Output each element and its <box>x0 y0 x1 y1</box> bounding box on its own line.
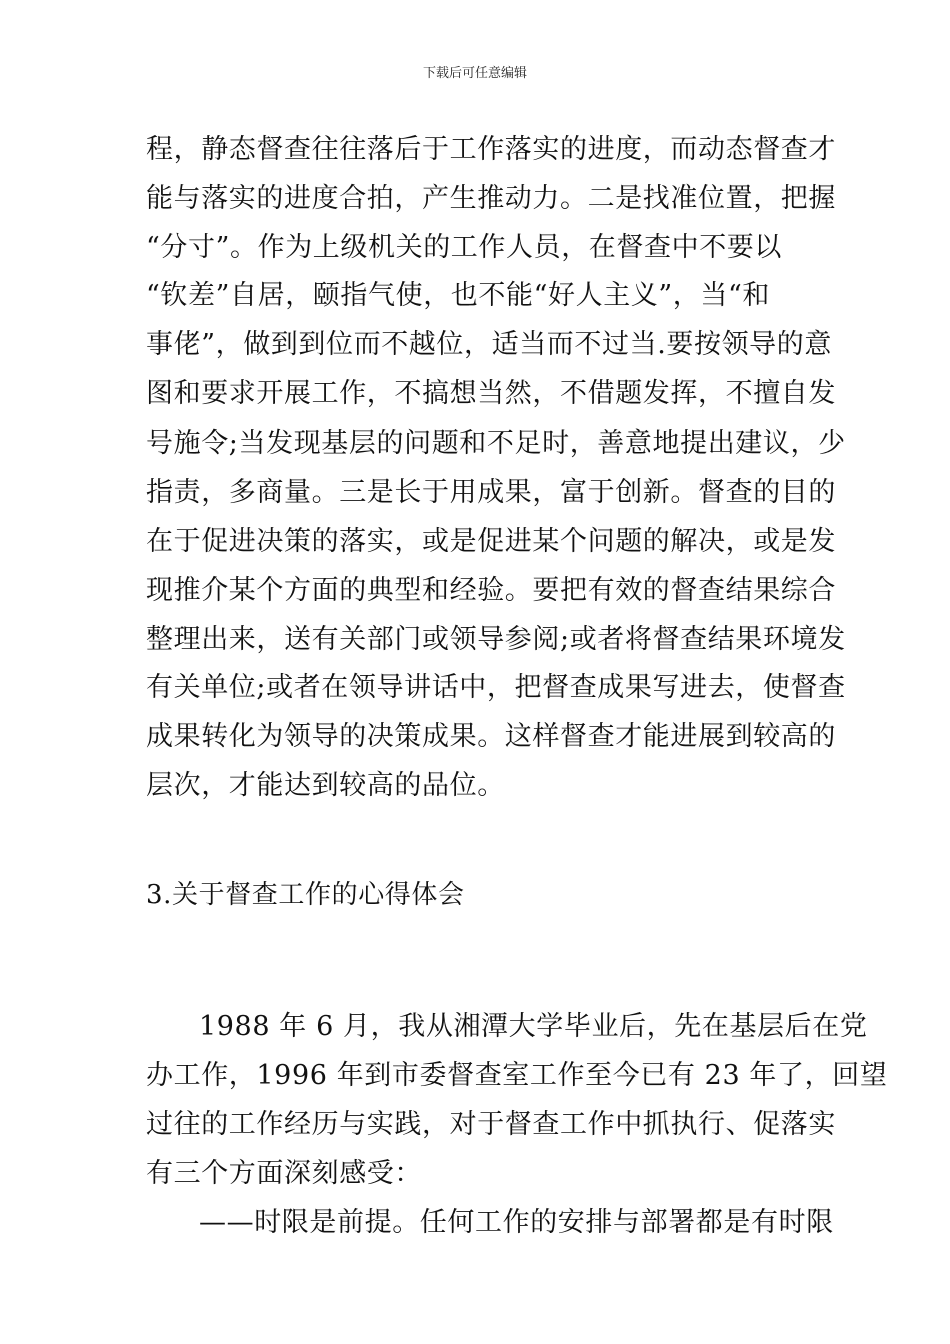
page-header: 下载后可任意编辑 <box>422 66 527 81</box>
text-line: 程，静态督查往往落后于工作落实的进度，而动态督查才 <box>146 134 836 165</box>
text-line: 事佬”，做到到位而不越位，适当而不过当.要按领导的意 <box>146 329 832 360</box>
text-line: ——时限是前提。任何工作的安排与部署都是有时限 <box>199 1207 834 1238</box>
text-line: 整理出来，送有关部门或领导参阅;或者将督查结果环境发 <box>146 624 846 655</box>
text-line: 指责，多商量。三是长于用成果，富于创新。督查的目的 <box>146 477 836 508</box>
text-line: 现推介某个方面的典型和经验。要把有效的督查结果综合 <box>146 575 836 606</box>
text-line: 1988 年 6 月，我从湘潭大学毕业后，先在基层后在党 <box>199 1011 868 1042</box>
text-line: 成果转化为领导的决策成果。这样督查才能进展到较高的 <box>146 721 836 752</box>
text-line: 图和要求开展工作，不搞想当然，不借题发挥，不擅自发 <box>146 378 836 409</box>
text-line: 有三个方面深刻感受： <box>146 1158 422 1189</box>
text-line: 有关单位;或者在领导讲话中，把督查成果写进去，使督查 <box>146 672 846 703</box>
text-line: “分寸”。作为上级机关的工作人员，在督查中不要以 <box>146 232 783 263</box>
text-line: 在于促进决策的落实，或是促进某个问题的解决，或是发 <box>146 526 836 557</box>
text-line: 过往的工作经历与实践，对于督查工作中抓执行、促落实 <box>146 1109 836 1140</box>
section-heading: 3.关于督查工作的心得体会 <box>146 880 465 910</box>
text-line: “钦差”自居，颐指气使，也不能“好人主义”，当“和 <box>146 280 771 311</box>
text-line: 能与落实的进度合拍，产生推动力。二是找准位置，把握 <box>146 183 836 214</box>
text-line: 层次，才能达到较高的品位。 <box>146 770 505 801</box>
text-line: 办工作，1996 年到市委督查室工作至今已有 23 年了，回望 <box>146 1060 888 1091</box>
text-line: 号施令;当发现基层的问题和不足时，善意地提出建议，少 <box>146 428 846 459</box>
